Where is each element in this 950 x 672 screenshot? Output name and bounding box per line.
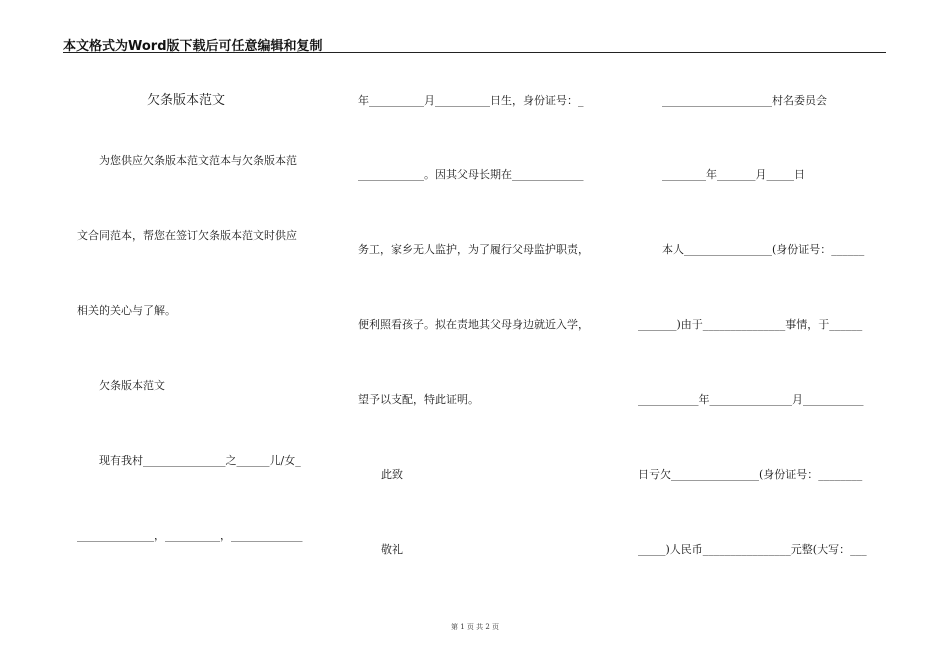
col1-line-2: 文合同范本，帮您在签订欠条版本范文时供应	[77, 229, 297, 242]
col1-line-5: 现有我村_______________之______儿/女_	[99, 454, 301, 467]
col2-line-3: 务工，家乡无人监护，为了履行父母监护职责，	[358, 243, 589, 256]
col3-line-4: _______)由于_______________事情，于______	[638, 318, 863, 331]
col2-line-2: ____________。因其父母长期在_____________	[358, 168, 584, 181]
header-rule	[63, 52, 886, 53]
col3-line-6: 日亏欠________________(身份证号：________	[638, 468, 863, 481]
col3-line-1: ____________________村名委员会	[662, 94, 827, 107]
col1-line-4: 欠条版本范文	[99, 379, 165, 392]
col3-line-7: _____)人民币________________元整(大写：___	[638, 543, 867, 556]
col2-line-7: 敬礼	[381, 543, 403, 556]
col2-line-6: 此致	[381, 468, 403, 481]
page-number: 第 1 页 共 2 页	[450, 623, 500, 631]
col3-line-3: 本人________________(身份证号：______	[662, 243, 865, 256]
col3-line-2: ________年_______月_____日	[662, 168, 805, 181]
document-title: 欠条版本范文	[147, 93, 226, 108]
page-header: 本文格式为Word版下载后可任意编辑和复制	[63, 39, 323, 54]
col1-line-6: ______________，__________，_____________	[77, 529, 303, 542]
col1-line-3: 相关的关心与了解。	[77, 304, 176, 317]
col3-line-5: ___________年_______________月___________	[638, 393, 864, 406]
col2-line-1: 年__________月__________日生，身份证号：_	[358, 94, 584, 107]
col2-line-5: 望予以支配，特此证明。	[358, 393, 479, 406]
col2-line-4: 便利照看孩子。拟在责地其父母身边就近入学，	[358, 318, 589, 331]
col1-line-1: 为您供应欠条版本范文范本与欠条版本范	[99, 154, 297, 167]
